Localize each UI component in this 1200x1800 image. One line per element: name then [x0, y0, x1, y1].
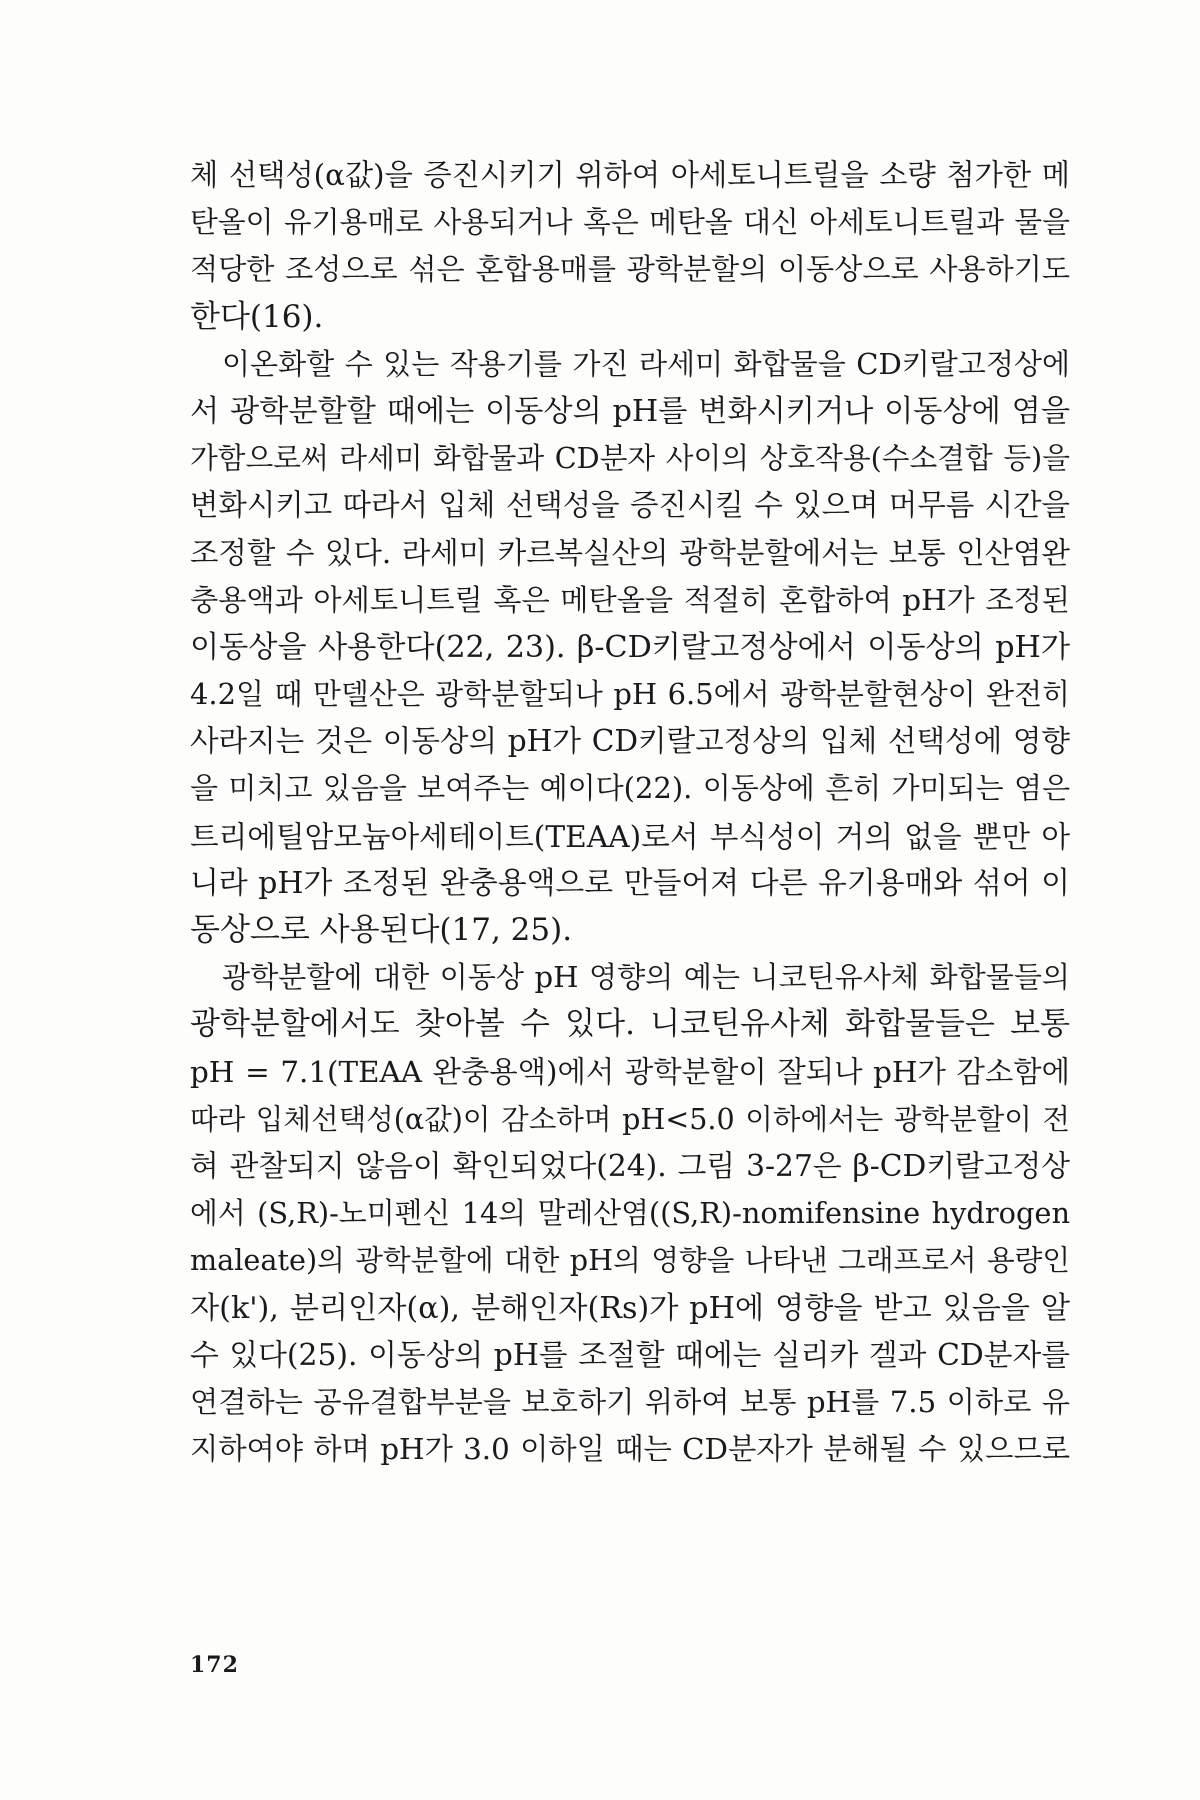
- text-line: 변화시키고 따라서 입체 선택성을 증진시킬 수 있으며 머무름 시간을: [190, 488, 1070, 523]
- text-line: 광학분할에서도 찾아볼 수 있다. 니코틴유사체 화합물들은 보통: [190, 1006, 1070, 1043]
- text-line: 이동상을 사용한다(22, 23). β-CD키랄고정상에서 이동상의 pH가: [190, 629, 1070, 665]
- text-line: 수 있다(25). 이동상의 pH를 조절할 때에는 실리카 겔과 CD분자를: [190, 1337, 1070, 1373]
- text-line: pH = 7.1(TEAA 완충용액)에서 광학분할이 잘되나 pH가 감소함에: [190, 1054, 1070, 1089]
- page-number: 172: [190, 1652, 239, 1678]
- text-line: 자(k'), 분리인자(α), 분해인자(Rs)가 pH에 영향을 받고 있음을 알: [190, 1290, 1070, 1326]
- text-line: 적당한 조성으로 섞은 혼합용매를 광학분할의 이동상으로 사용하기도: [190, 252, 1070, 287]
- text-line: 광학분할에 대한 이동상 pH 영향의 예는 니코틴유사체 화합물들의: [222, 960, 1070, 995]
- text-line: 따라 입체선택성(α값)이 감소하며 pH<5.0 이하에서는 광학분할이 전: [190, 1101, 1070, 1136]
- text-line: 서 광학분할할 때에는 이동상의 pH를 변화시키거나 이동상에 염을: [190, 393, 1070, 429]
- text-line: maleate)의 광학분할에 대한 pH의 영향을 나타낸 그래프로서 용량인: [190, 1243, 1070, 1278]
- text-line: 한다(16).: [190, 298, 324, 335]
- text-line: 체 선택성(α값)을 증진시키기 위하여 아세토니트릴을 소량 첨가한 메: [190, 158, 1070, 192]
- text-line: 을 미치고 있음을 보여주는 예이다(22). 이동상에 흔히 가미되는 염은: [190, 771, 1070, 806]
- text-line: 트리에틸암모늄아세테이트(TEAA)로서 부식성이 거의 없을 뿐만 아: [190, 818, 1070, 854]
- text-line: 가함으로써 라세미 화합물과 CD분자 사이의 상호작용(수소결합 등)을: [190, 441, 1070, 476]
- text-line: 혀 관찰되지 않음이 확인되었다(24). 그림 3-27은 β-CD키랄고정상: [190, 1148, 1070, 1184]
- text-line: 지하여야 하며 pH가 3.0 이하일 때는 CD분자가 분해될 수 있으므로: [190, 1432, 1070, 1467]
- paragraph-1: [190, 152, 1070, 341]
- body-text: [190, 152, 1070, 1473]
- text-line: 4.2일 때 만델산은 광학분할되나 pH 6.5에서 광학분할현상이 완전히: [190, 677, 1070, 712]
- text-line: 조정할 수 있다. 라세미 카르복실산의 광학분할에서는 보통 인산염완: [190, 535, 1070, 570]
- paragraph-2: [190, 341, 1070, 954]
- text-line: 사라지는 것은 이동상의 pH가 CD키랄고정상의 입체 선택성에 영향: [190, 724, 1070, 759]
- text-line: 이온화할 수 있는 작용기를 가진 라세미 화합물을 CD키랄고정상에: [222, 346, 1070, 381]
- text-line: 충용액과 아세토니트릴 혹은 메탄올을 적절히 혼합하여 pH가 조정된: [190, 582, 1070, 617]
- text-line: 탄올이 유기용매로 사용되거나 혹은 메탄올 대신 아세토니트릴과 물을: [190, 205, 1070, 240]
- text-line: 연결하는 공유결합부분을 보호하기 위하여 보통 pH를 7.5 이하로 유: [190, 1384, 1070, 1419]
- text-line: 니라 pH가 조정된 완충용액으로 만들어져 다른 유기용매와 섞어 이: [190, 865, 1071, 901]
- text-line: 에서 (S,R)-노미펜신 14의 말레산염((S,R)-nomifensine hydrogen: [190, 1196, 1070, 1231]
- paragraph-3: [190, 954, 1070, 1473]
- text-line: 동상으로 사용된다(17, 25).: [190, 912, 573, 948]
